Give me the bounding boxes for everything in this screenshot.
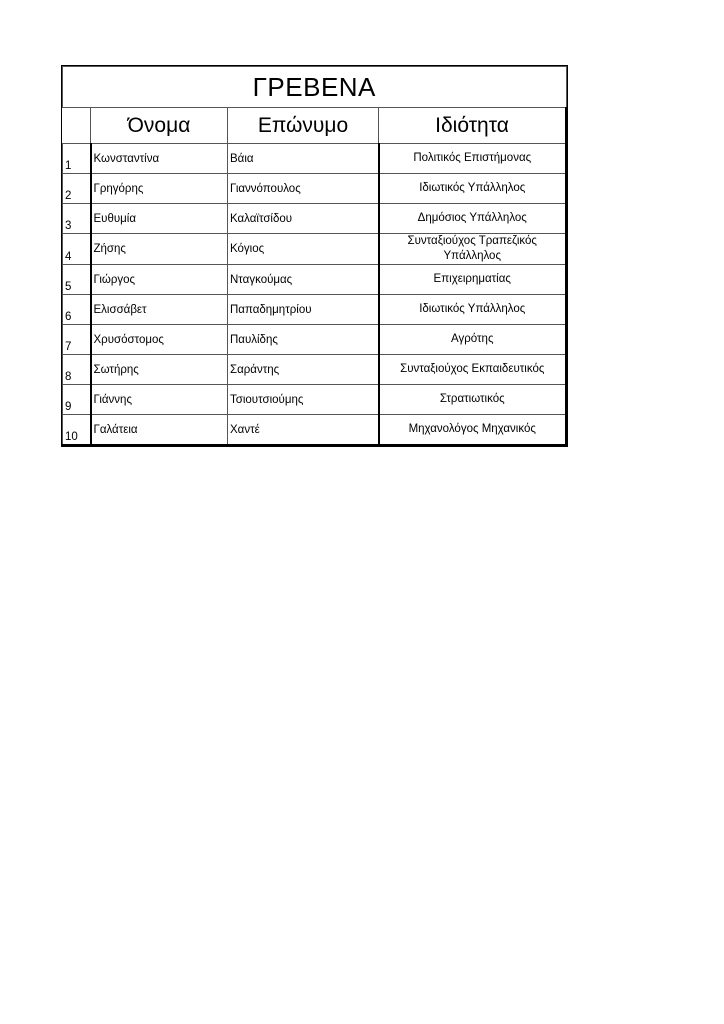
header-number: [63, 108, 91, 144]
row-number: 6: [63, 295, 91, 325]
header-occupation: Ιδιότητα: [379, 108, 567, 144]
last-name-cell: Παπαδημητρίου: [228, 295, 379, 325]
row-number: 5: [63, 265, 91, 295]
row-number: 4: [63, 234, 91, 265]
occupation-cell: Συνταξιούχος Τραπεζικός Υπάλληλος: [379, 234, 567, 265]
table-row: [63, 325, 567, 355]
spreadsheet-table: [61, 65, 568, 447]
row-number: 10: [63, 415, 91, 446]
first-name-cell: Γιάννης: [91, 385, 228, 415]
first-name-cell: Κωνσταντίνα: [91, 144, 228, 174]
occupation-cell: Στρατιωτικός: [379, 385, 567, 415]
occupation-cell: Πολιτικός Επιστήμονας: [379, 144, 567, 174]
first-name-cell: Σωτήρης: [91, 355, 228, 385]
row-number: 2: [63, 174, 91, 204]
row-number: 3: [63, 204, 91, 234]
first-name-cell: Χρυσόστομος: [91, 325, 228, 355]
last-name-cell: Κόγιος: [228, 234, 379, 265]
roster-table: [62, 66, 567, 446]
last-name-cell: Σαράντης: [228, 355, 379, 385]
first-name-cell: Γιώργος: [91, 265, 228, 295]
last-name-cell: Καλαϊτσίδου: [228, 204, 379, 234]
table-row: [63, 385, 567, 415]
table-row: [63, 204, 567, 234]
occupation-cell: Επιχειρηματίας: [379, 265, 567, 295]
occupation-cell: Αγρότης: [379, 325, 567, 355]
last-name-cell: Γιαννόπουλος: [228, 174, 379, 204]
first-name-cell: Ελισσάβετ: [91, 295, 228, 325]
row-number: 1: [63, 144, 91, 174]
row-number: 7: [63, 325, 91, 355]
header-first-name: Όνομα: [91, 108, 228, 144]
header-last-name: Επώνυμο: [228, 108, 379, 144]
occupation-cell: Συνταξιούχος Εκπαιδευτικός: [379, 355, 567, 385]
first-name-cell: Γρηγόρης: [91, 174, 228, 204]
occupation-cell: Ιδιωτικός Υπάλληλος: [379, 295, 567, 325]
page-title: ΓΡΕΒΕΝΑ: [63, 67, 567, 108]
occupation-cell: Δημόσιος Υπάλληλος: [379, 204, 567, 234]
first-name-cell: Γαλάτεια: [91, 415, 228, 446]
table-row: [63, 355, 567, 385]
table-row: [63, 144, 567, 174]
last-name-cell: Χαντέ: [228, 415, 379, 446]
last-name-cell: Νταγκούμας: [228, 265, 379, 295]
table-row: [63, 174, 567, 204]
last-name-cell: Τσιουτσιούμης: [228, 385, 379, 415]
table-row: [63, 265, 567, 295]
first-name-cell: Ευθυμία: [91, 204, 228, 234]
last-name-cell: Παυλίδης: [228, 325, 379, 355]
header-row: [63, 108, 567, 144]
occupation-cell: Ιδιωτικός Υπάλληλος: [379, 174, 567, 204]
table-row: [63, 234, 567, 265]
table-row: [63, 295, 567, 325]
occupation-cell: Μηχανολόγος Μηχανικός: [379, 415, 567, 446]
last-name-cell: Βάια: [228, 144, 379, 174]
first-name-cell: Ζήσης: [91, 234, 228, 265]
table-row: [63, 415, 567, 446]
row-number: 9: [63, 385, 91, 415]
row-number: 8: [63, 355, 91, 385]
